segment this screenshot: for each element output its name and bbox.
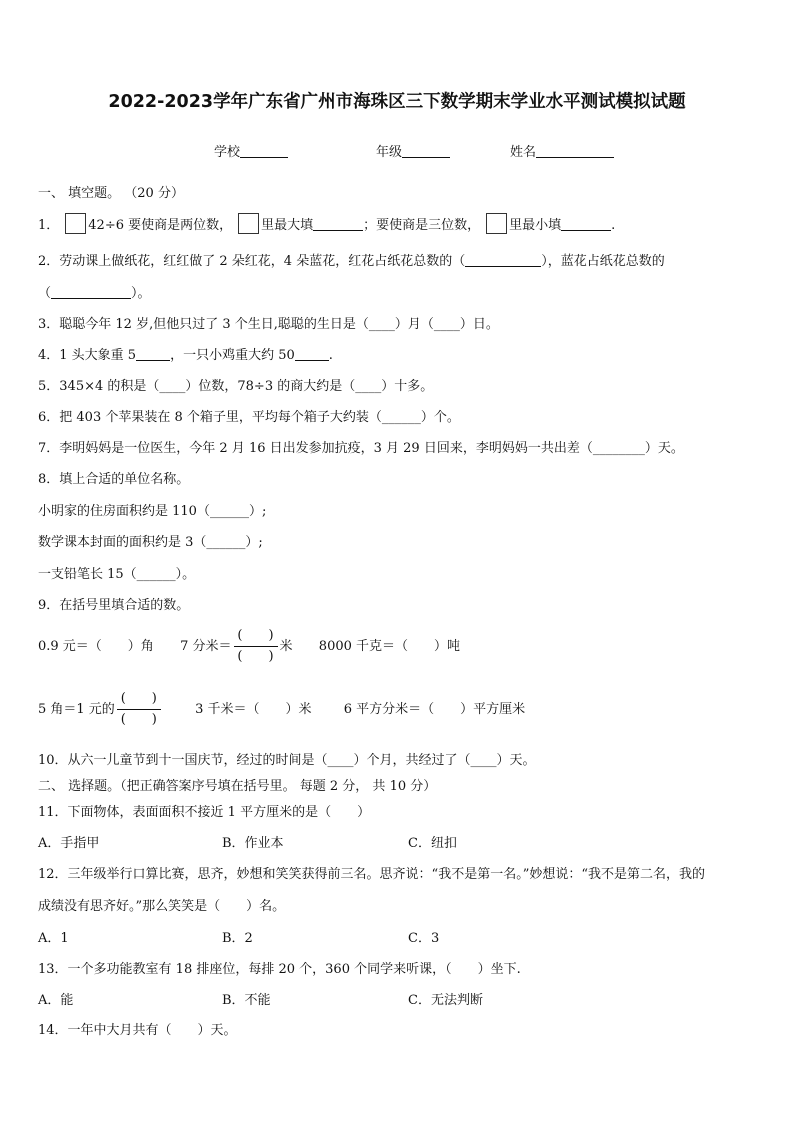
option-b[interactable]: B．不能 [222,993,271,1008]
answer-blank[interactable] [465,253,541,267]
school-blank[interactable] [240,144,288,158]
answer-blank[interactable] [51,285,131,299]
question-8b: 数学课本封面的面积约是 3（______）; [38,535,263,550]
option-a[interactable]: A．手指甲 [38,836,100,851]
grade-label: 年级 [376,145,403,160]
question-1 [38,213,615,234]
q1-text: ；要使商是三位数， [363,218,481,233]
q9-item: 5 角＝1 元的 [38,702,115,717]
school-field [214,141,288,160]
q2-text: ），蓝花占纸花总数的 [541,254,665,269]
option-a[interactable]: A．1 [38,931,69,946]
q4-text: ，一只小鸡重大约 50 [170,348,295,363]
answer-blank[interactable] [313,217,363,231]
q2-text: （ [38,286,52,301]
q9-item: 0.9 元＝（ ）角 [38,639,154,654]
question-12: 12．三年级举行口算比赛，思齐，妙想和笑笑获得前三名。思齐说：“我不是第一名。”妙想说：“我不是第二名，我的 [38,867,705,882]
q4-text: . [328,348,333,363]
fraction-denominator: ( ) [237,649,274,664]
section-1-heading: 一、 填空题。 （20 分） [38,186,184,201]
question-13-options [38,989,483,1008]
question-10: 10．从六一儿童节到十一国庆节，经过的时间是（____）个月，共经过了（____）天。 [38,753,536,768]
q9-item: 6 平方分米＝（ ）平方厘米 [343,702,526,717]
question-8: 8．填上合适的单位名称。 [38,472,190,487]
grade-field [376,141,450,160]
question-13: 13．一个多功能教室有 18 排座位，每排 20 个，360 个同学来听课，（ ）坐下. [38,962,521,977]
grade-blank[interactable] [402,144,450,158]
question-11: 11．下面物体，表面面积不接近 1 平方厘米的是（ ） [38,805,371,820]
q1-number: 1． [38,218,60,233]
q9-item: 3 千米＝（ ）米 [195,702,312,717]
q1-text: 里最大填 [261,218,314,233]
q1-text: 42÷6 要使商是两位数， [88,218,233,233]
question-11-options [38,832,457,851]
question-9-row-2 [38,688,525,732]
question-6: 6．把 403 个苹果装在 8 个箱子里，平均每个箱子大约装（______）个。 [38,410,460,425]
answer-box[interactable] [486,213,507,234]
q9-item: 米 [279,639,293,654]
question-9-row-1 [38,625,460,669]
q1-text: 里最小填 [509,218,562,233]
question-8c: 一支铅笔长 15（______）。 [38,567,196,582]
option-c[interactable]: C．无法判断 [408,993,483,1008]
q2-text: ）。 [131,286,151,301]
question-8a: 小明家的住房面积约是 110（______）; [38,504,267,519]
question-2-cont [38,282,151,301]
answer-blank[interactable] [561,217,611,231]
q1-text: . [611,218,616,233]
name-field [510,141,614,160]
school-label: 学校 [214,145,241,160]
q9-item: 7 分米＝ [180,639,232,654]
fraction-numerator: ( ) [237,628,274,643]
q2-text: 2．劳动课上做纸花，红红做了 2 朵红花，4 朵蓝花，红花占纸花总数的（ [38,254,466,269]
question-12-cont: 成绩没有思齐好。”那么笑笑是（ ）名。 [38,899,286,914]
answer-blank[interactable] [295,347,329,361]
option-a[interactable]: A．能 [38,993,74,1008]
question-2 [38,250,665,269]
section-2-heading: 二、 选择题。（把正确答案序号填在括号里。 每题 2 分， 共 10 分） [38,779,437,794]
question-12-options [38,927,439,946]
q4-text: 4．1 头大象重 5 [38,348,137,363]
question-7: 7．李明妈妈是一位医生，今年 2 月 16 日出发参加抗疫，3 月 29 日回来，李明妈妈一共出差（________）天。 [38,441,684,456]
question-9: 9．在括号里填合适的数。 [38,598,190,613]
answer-blank[interactable] [136,347,170,361]
fraction-blank[interactable] [234,626,278,667]
question-4 [38,344,333,363]
fraction-numerator: ( ) [120,691,157,706]
option-b[interactable]: B．作业本 [222,836,284,851]
name-label: 姓名 [510,145,537,160]
name-blank[interactable] [536,144,614,158]
question-3: 3．聪聪今年 12 岁,但他只过了 3 个生日,聪聪的生日是（____）月（____）日。 [38,317,499,332]
question-5: 5．345×4 的积是（____）位数，78÷3 的商大约是（____）十多。 [38,379,434,394]
fraction-blank[interactable] [117,689,161,730]
q9-item: 8000 千克＝（ ）吨 [318,639,461,654]
option-b[interactable]: B．2 [222,931,253,946]
question-14: 14．一年中大月共有（ ）天。 [38,1023,237,1038]
answer-box[interactable] [65,213,86,234]
page-title: 2022-2023学年广东省广州市海珠区三下数学期末学业水平测试模拟试题 [108,92,686,112]
option-c[interactable]: C．3 [408,931,440,946]
fraction-denominator: ( ) [120,712,157,727]
answer-box[interactable] [238,213,259,234]
option-c[interactable]: C．纽扣 [408,836,457,851]
